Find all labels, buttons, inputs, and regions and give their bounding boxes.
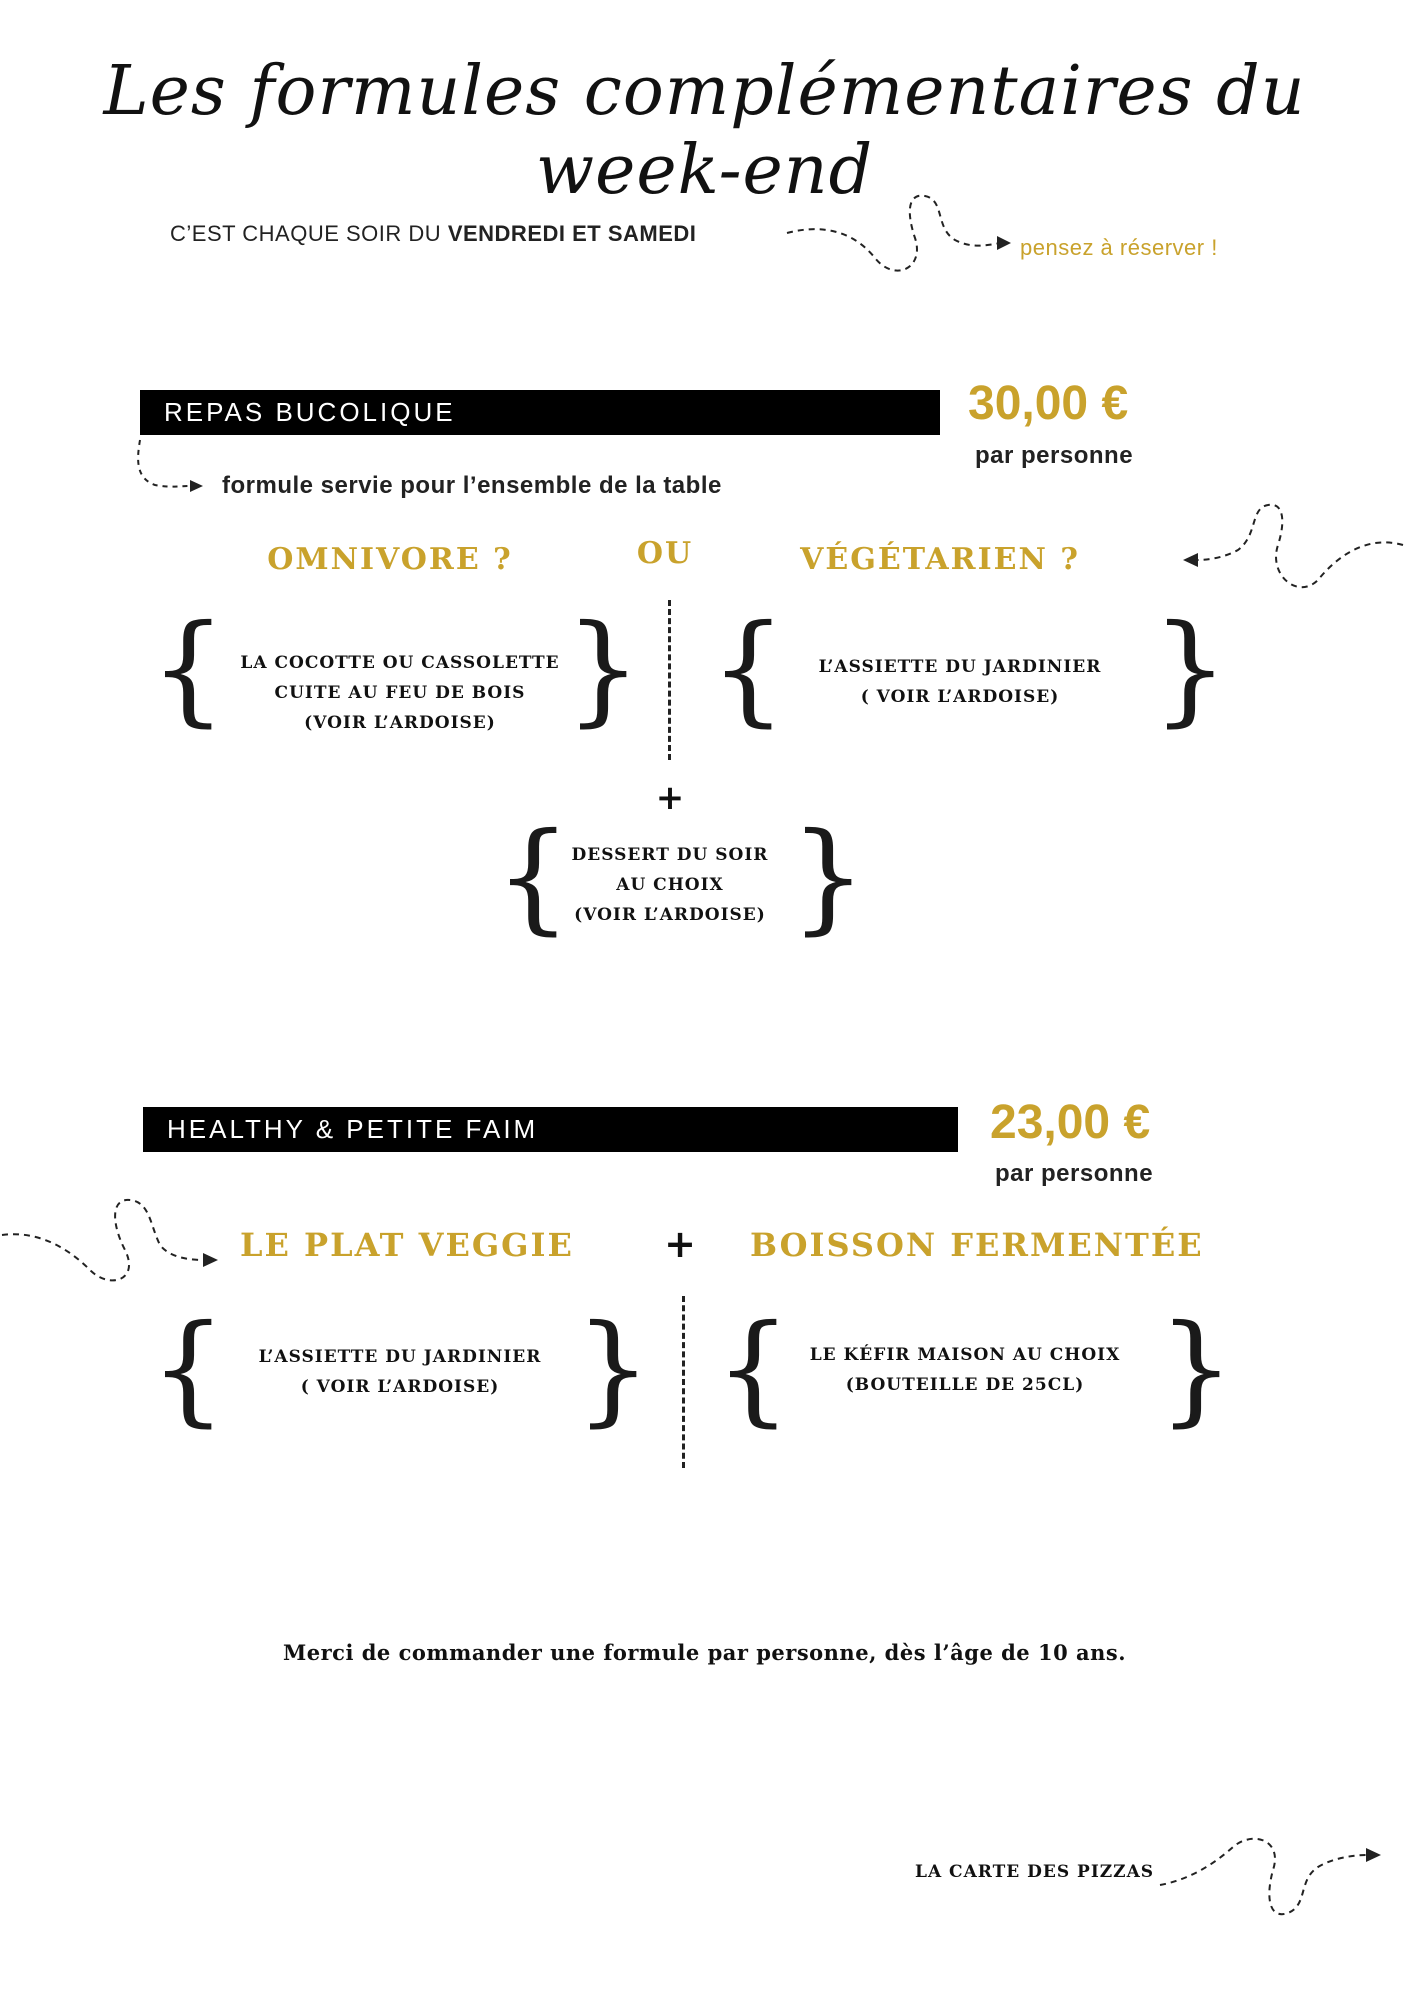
schedule-days: VENDREDI ET SAMEDI [447, 221, 697, 246]
formula-price: 23,00 € [990, 1096, 1151, 1149]
plus-sign: + [655, 778, 685, 818]
dashed-arrow-icon [785, 188, 1015, 288]
item-line: L’ASSIETTE DU JARDINIER [258, 1347, 542, 1367]
or-label: OU [636, 536, 694, 571]
formula-price: 30,00 € [968, 377, 1129, 430]
formula-name: REPAS BUCOLIQUE [164, 397, 456, 427]
item-line: LE KÉFIR MAISON AU CHOIX [809, 1345, 1121, 1365]
curly-brace-close-icon: } [1152, 600, 1229, 739]
pizza-menu-link[interactable]: LA CARTE DES PIZZAS [915, 1862, 1155, 1882]
dessert-item [540, 840, 800, 930]
curly-brace-close-icon: } [565, 600, 642, 739]
divider [682, 1296, 685, 1468]
item-line: L’ASSIETTE DU JARDINIER [818, 657, 1102, 677]
schedule-note [170, 221, 696, 247]
per-person-label: par personne [975, 442, 1134, 469]
formula-bar-repas-bucolique [140, 390, 940, 435]
dashed-arrow-icon [135, 438, 215, 493]
item-line: DESSERT DU SOIR [571, 845, 769, 865]
omnivore-item [210, 648, 590, 738]
page-title: Les formules complémentaires du week-end [103, 52, 1306, 210]
reserve-note: pensez à réserver ! [1020, 235, 1218, 260]
option-vegetarien-title: VÉGÉTARIEN ? [800, 542, 1080, 577]
item-line: LA COCOTTE OU CASSOLETTE [240, 653, 560, 673]
item-line: (BOUTEILLE DE 25CL) [845, 1375, 1085, 1395]
curly-brace-close-icon: } [1158, 1300, 1235, 1439]
boisson-title: BOISSON FERMENTÉE [750, 1226, 1204, 1264]
veggie-item [210, 1342, 590, 1402]
dashed-arrow-icon[interactable] [1158, 1825, 1388, 1925]
formula-bar-healthy [143, 1107, 958, 1152]
per-person-label: par personne [995, 1160, 1154, 1187]
plus-sign: + [664, 1222, 696, 1266]
curly-brace-open-icon: { [150, 1300, 227, 1439]
curly-brace-open-icon: { [150, 600, 227, 739]
divider [668, 600, 671, 760]
item-line: ( VOIR L’ARDOISE) [860, 687, 1060, 707]
veggie-title: LE PLAT VEGGIE [240, 1226, 574, 1264]
curly-brace-close-icon: } [575, 1300, 652, 1439]
dashed-arrow-icon [0, 1190, 230, 1290]
footer-note: Merci de commander une formule par personne, dès l’âge de 10 ans. [282, 1640, 1127, 1665]
formula-note: formule servie pour l’ensemble de la table [222, 472, 722, 499]
item-line: ( VOIR L’ARDOISE) [300, 1377, 500, 1397]
kefir-item [775, 1340, 1155, 1400]
formula-name: HEALTHY & PETITE FAIM [167, 1114, 539, 1144]
curly-brace-open-icon: { [710, 600, 787, 739]
item-line: (VOIR L’ARDOISE) [574, 905, 766, 925]
schedule-prefix: C’EST CHAQUE SOIR DU [170, 221, 448, 246]
vegetarien-item [770, 652, 1150, 712]
curly-brace-open-icon: { [715, 1300, 792, 1439]
curly-brace-close-icon: } [790, 808, 867, 947]
item-line: AU CHOIX [616, 875, 724, 895]
dashed-arrow-icon [1178, 500, 1408, 600]
item-line: CUITE AU FEU DE BOIS [274, 683, 526, 703]
item-line: (VOIR L’ARDOISE) [304, 713, 496, 733]
option-omnivore-title: OMNIVORE ? [267, 542, 513, 577]
curly-brace-open-icon: { [495, 808, 572, 947]
